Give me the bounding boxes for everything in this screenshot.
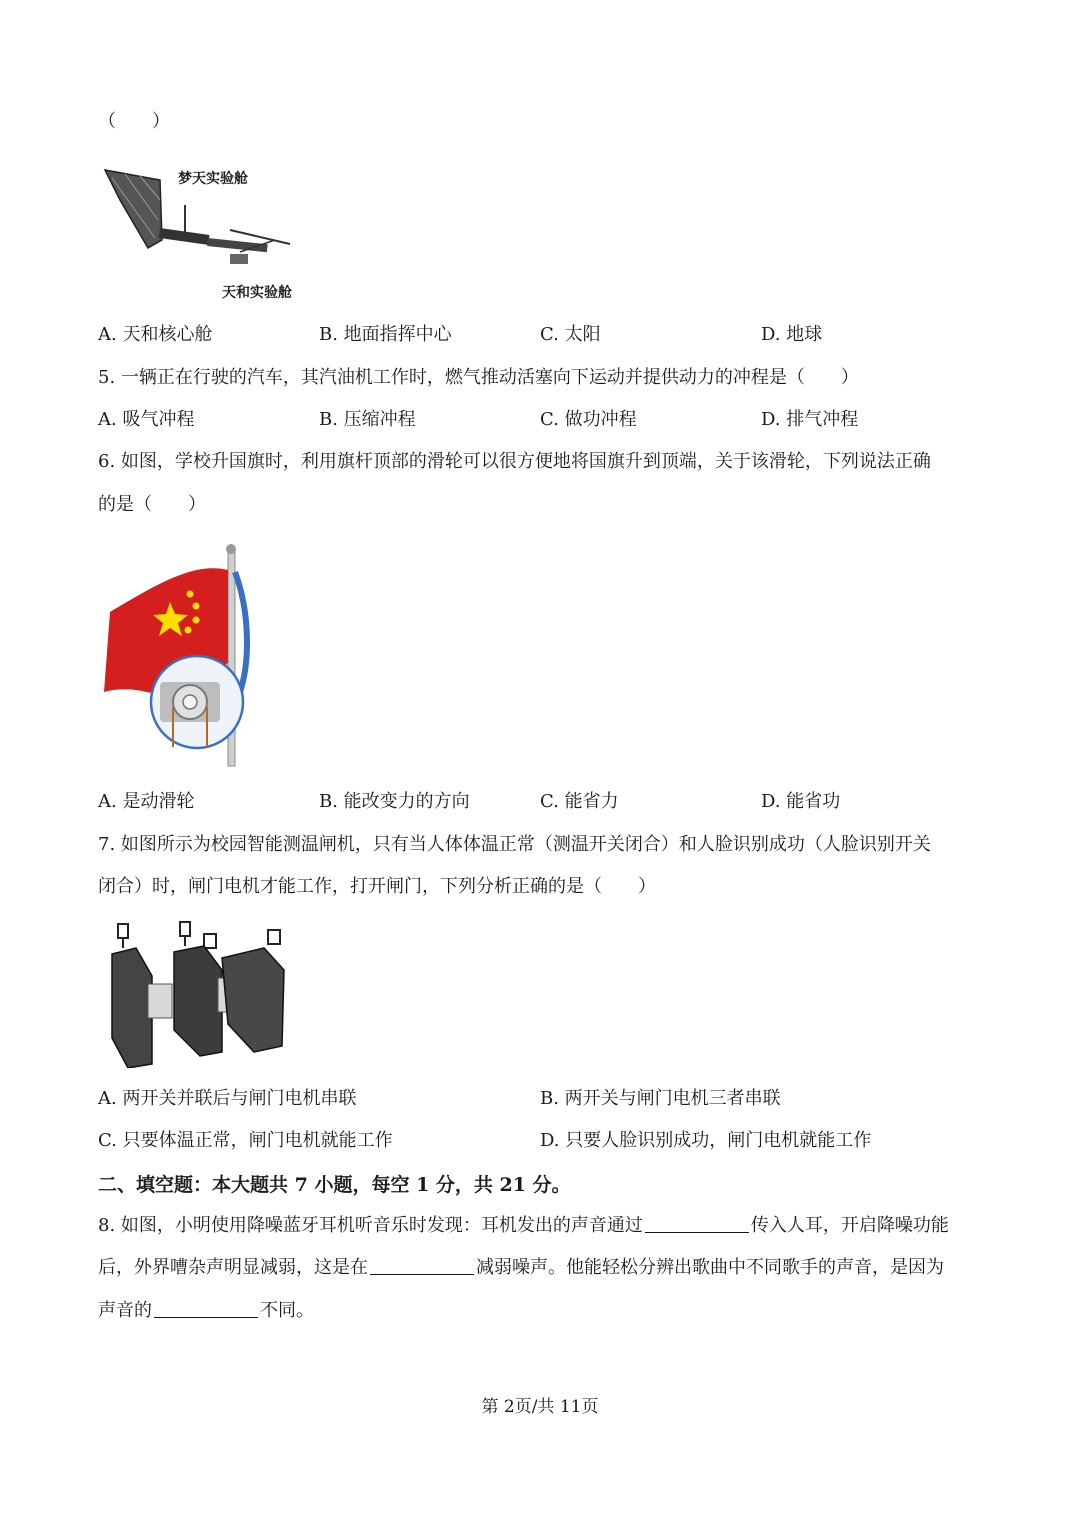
q7-option-a: A. 两开关并联后与闸门电机串联 [98,1088,357,1109]
q4-option-a: A. 天和核心舱 [98,324,213,345]
gate-machine-figure [104,918,294,1068]
q6-line2: 的是（ ） [98,494,206,515]
space-station-figure [100,160,310,310]
answer-blank-2[interactable] [370,1256,474,1275]
q4-option-d: D. 地球 [761,324,823,345]
q6-line1: 6. 如图，学校升国旗时，利用旗杆顶部的滑轮可以很方便地将国旗升到顶端，关于该滑轮，下列说法正确 [98,451,931,472]
q4-option-b: B. 地面指挥中心 [319,324,452,345]
q8-line3-part2: 不同。 [260,1300,314,1321]
station-label-top: 梦天实验舱 [178,171,248,187]
q6-option-b: B. 能改变力的方向 [319,791,470,812]
q5-option-a: A. 吸气冲程 [98,409,195,430]
q6-option-a: A. 是动滑轮 [98,791,195,812]
q5-option-c: C. 做功冲程 [540,409,637,430]
q6-option-c: C. 能省力 [540,791,619,812]
q8-line2-part1: 后，外界嘈杂声明显减弱，这是在 [98,1257,368,1278]
q8-line3-part1: 声音的 [98,1300,152,1321]
station-label-bottom: 天和实验舱 [222,285,292,301]
gate-machine-icon [104,918,294,1068]
q7-option-d: D. 只要人脸识别成功，闸门电机就能工作 [540,1130,872,1151]
q7-option-c: C. 只要体温正常，闸门电机就能工作 [98,1130,393,1151]
section-heading: 二、填空题：本大题共 7 小题，每空 1 分，共 21 分。 [98,1174,571,1196]
q5-option-b: B. 压缩冲程 [319,409,416,430]
q7-option-b: B. 两开关与闸门电机三者串联 [540,1088,781,1109]
q8-line1 [98,1214,949,1238]
q8-line2-part2: 减弱噪声。他能轻松分辨出歌曲中不同歌手的声音，是因为 [476,1257,944,1278]
q5-option-d: D. 排气冲程 [761,409,859,430]
q8-line1-part2: 传入人耳，开启降噪功能 [750,1215,949,1236]
q6-option-d: D. 能省功 [761,791,841,812]
q4-tail: （ ） [98,111,170,132]
q8-line2 [98,1256,944,1280]
q8-line1-part1: 8. 如图，小明使用降噪蓝牙耳机听音乐时发现：耳机发出的声音通过 [98,1215,643,1236]
answer-blank-1[interactable] [645,1214,749,1233]
q5-text: 5. 一辆正在行驶的汽车，其汽油机工作时，燃气推动活塞向下运动并提供动力的冲程是（ ） [98,367,859,388]
q4-option-c: C. 太阳 [540,324,601,345]
q7-line2: 闭合）时，闸门电机才能工作，打开闸门，下列分析正确的是（ ） [98,876,656,897]
flag-pulley-figure [100,542,260,767]
q7-line1: 7. 如图所示为校园智能测温闸机，只有当人体体温正常（测温开关闭合）和人脸识别成功（人脸识别开关 [98,834,931,855]
flag-pulley-icon [100,542,260,767]
page-footer: 第 2页/共 11页 [481,1397,599,1417]
q8-line3 [98,1299,314,1323]
answer-blank-3[interactable] [154,1299,258,1318]
